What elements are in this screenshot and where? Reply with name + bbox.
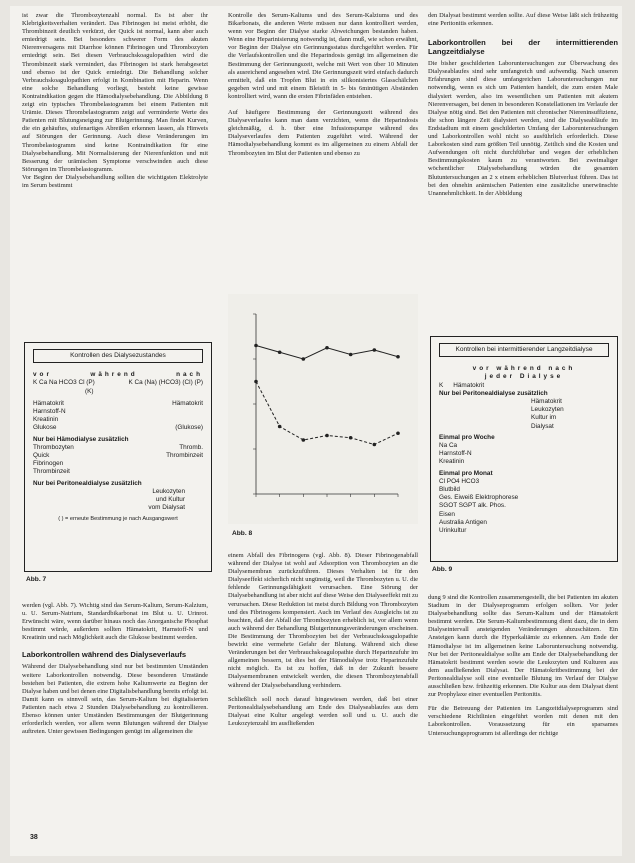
figure-9-box	[430, 336, 618, 562]
hemo-item: Thrombozyten	[33, 443, 74, 451]
box9-peri-item: Leukozyten	[531, 406, 564, 414]
paragraph-col1-after: werden (vgl. Abb. 7). Wichtig sind das Serum-Kalium, Serum-Kalzium, u. U. Serum-Natrium, Standardbikarbonat im Blut u. U. Urinrot. Erwünscht wäre, wenn darüber hinaus noch das Anorganische Phosphat bestimmt würde, außerdem sollten Hämatokrit, Harnstoff-N und Kreatinin und nach Möglichkeit auch die Glukose bestimmt werden.	[22, 602, 208, 642]
header-nach: nach	[176, 371, 203, 379]
data-point	[254, 344, 258, 348]
box9-k: K	[439, 381, 444, 389]
sub-left: K Ca Na HCO3 Cl (P)	[33, 379, 95, 387]
peri-item: und Kultur	[155, 496, 185, 504]
data-point	[349, 353, 353, 357]
column-3	[428, 12, 618, 198]
paragraph-col2-bottom: einem Abfall des Fibrinogens (vgl. Abb. 8). Dieser Fibrinogenabfall während der Dialyse ist wohl auf Adsorption von Thrombozyten an die Dialysemembran zurückzuführen. Dieses Verhalten ist für den Dialyseeffekt sicherlich nicht ungünstig, weil die Thrombozyten u. U. die fehlende Gerinnungsfähigkeit verursachen. Eine Störung der Dialysebehandlung ist aber nicht auf diese Weise den Dialyseeffekt mit zu verursachen. Diese Reduktion ist meist durch Bildung von Thrombozyten und des Fibrinogens kompensiert. Auch im Verlauf des Ausgleichs ist zu beachten, daß der Abfall der Thrombozyten erheblich ist, vor allem wenn auch während der Behandlung Blutgerinnungsveränderungen erscheinen. Die Bestimmung der Thrombozyten bei der Verbrauchskoagulopathie bewirkt eine vermehrte Gefahr der Blutung. Während sich diese Veränderungen bei der Verbrauchskoagulopathie durch Heparinzufuhr im allgemeinen bessern, ist dies bei der Hämodialyse trotz Heparinzufuhr nicht möglich. Es ist zu hoffen, daß in der Zukunft bessere Dialysemembranen entwickelt werden, die diesen Thrombozytenabfall während der Dialysebehandlung verhindern.	[228, 552, 418, 689]
hemo-heading: Nur bei Hämodialyse zusätzlich	[33, 435, 129, 443]
peri-item: Leukozyten	[152, 487, 185, 495]
data-point	[302, 357, 306, 361]
data-point	[396, 431, 400, 435]
box9-month-item: Ges. Eiweiß Elektrophorese	[439, 494, 519, 502]
hemo-item: Quick	[33, 452, 50, 460]
chart-svg	[228, 294, 418, 524]
figure-9-title: Kontrollen bei intermittierender Langzeitdialyse	[439, 343, 609, 357]
figure-9-caption: Abb. 9	[432, 566, 453, 573]
paragraph-col3-bottom2: Für die Betreuung der Patienten im Langzeitdialyseprogramm sind verschiedene Richtlinien eingeführt worden mit denen mit den Laborkontrollen. Voraussetzung für ein sparsames Untersuchungsprogramm ist allerdings der richtige	[428, 705, 618, 737]
document-page	[10, 6, 622, 856]
paragraph-col1-top: ist zwar die Thrombozytenzahl normal. Es ist aber ihr Klebrigkeitsverhalten verändert. Das Fibrinogen ist meist erhöht, die Thrombinzeit deutlich verkürzt, der Quick ist normal, kann aber auch erniedrigt sein. Bei besonders schwerer Form des akuten Nierenversagens mit Diarrhoe können Fibrinogen und Thrombozyten erniedrigt sein. Bei diesen Verbrauchskoagulopathien wird die Thrombinzeit stark vermindert, das Fibrinogen ist stark herabgesetzt und ebenso ist der Quick erniedrigt. Die Behandlung solcher Verbrauchskoagulopathien erfolgt in Kombination mit Heparin. Wenn eine solche Behandlung vorliegt, besteht keine gewisse Kontraindikation gegen die Hämodialysebehandlung. Die Abbildung 8 zeigt ein typisches Thrombelastogramm bei einem Patienten mit Urämie. Dieses Thrombelastogramm zeigt auf verminderte Werte des Patienten mit Blutungsneigung zur Blutgerinnung. Man findet Kurven, die ein gehäuftes, stufenartiges Abreißen erkennen lassen, als Hinweis auf Störungen der Gerinnung. Auch diese Veränderungen im Thrombelastogramm sind keine Kontraindikation für eine Dialysebehandlung. Mit Normalisierung der Nierenfunktion und mit Besserung der urämischen Symptome verschwinden auch diese Störungen im Thrombelastogramm.	[22, 12, 208, 173]
box9-peri-heading: Nur bei Peritonealdialyse zusätzlich	[439, 389, 548, 397]
box9-peri-item: Hämatokrit	[531, 398, 562, 406]
box9-month-heading: Einmal pro Monat	[439, 469, 493, 477]
data-point	[325, 434, 329, 438]
item-haematokrit-nach: Hämatokrit	[172, 399, 203, 407]
paragraph-col2-top: Kontrolle des Serum-Kaliums und des Serum-Kalziums und des Bikarbonats, die anderen Werte müssen nur dann kontrolliert werden, wenn vor Beginn der Dialyse starke Abweichungen bestanden haben. Wenn eine Heparinisierung notwendig ist, dann muß, wie schon erwähnt, vor Beginn der Dialyse ein Gerinnungsstatus durchgeführt werden. Für die Verlaufskontrollen und die Heparindosis genügt im allgemeinen die Bestimmung der Gerinnungszeit, welche mit Wert von über 10 Minuten als ausreichend angesehen wird. Die Gerinnungszeit wird einfach dadurch ermittelt, daß ein Tropfen Blut in ein silikonisiertes Glasschälchen gegeben wird und mit einem Bleistift in 5- bis 6minütigen Abständen kontrolliert wird, wann die ersten Fibrinfäden entstehen.	[228, 12, 418, 100]
data-point	[325, 346, 329, 350]
peri-heading: Nur bei Peritonealdialyse zusätzlich	[33, 479, 142, 487]
figure-8-caption: Abb. 8	[232, 530, 253, 537]
figure-7-title: Kontrollen des Dialysezustandes	[33, 349, 203, 363]
item-glukose-nach: (Glukose)	[175, 424, 203, 432]
column-3-bottom	[428, 594, 618, 738]
box9-week-heading: Einmal pro Woche	[439, 433, 495, 441]
peri-item: vom Dialysat	[148, 504, 185, 512]
box9-peri-item: Dialysat	[531, 422, 554, 430]
data-point	[278, 350, 282, 354]
box9-month-item: Eisen	[439, 510, 455, 518]
sub-mid: (K)	[85, 387, 94, 395]
item-kreatinin: Kreatinin	[33, 416, 59, 424]
box9-week-item: Na Ca	[439, 442, 458, 450]
box9-haematokrit: Hämatokrit	[453, 381, 485, 389]
hemo-right: Thromb.	[179, 443, 203, 451]
box9-header: vor während nach	[472, 365, 576, 373]
heading-dialyseverlauf: Laborkontrollen während des Dialyseverlaufs	[22, 650, 187, 660]
box9-week-item: Harnstoff-N	[439, 450, 472, 458]
footnote: ( ) = erneute Bestimmung je nach Ausgangswert	[58, 516, 178, 523]
data-point	[278, 425, 282, 429]
item-harnstoff: Harnstoff-N	[33, 408, 66, 416]
heading-langzeitdialyse: Laborkontrollen bei der intermittierenden Langzeitdialyse	[428, 38, 618, 57]
header-vor: vor	[33, 371, 52, 379]
box9-month-item: Blutbild	[439, 486, 460, 494]
item-glukose: Glukose	[33, 424, 57, 432]
item-haematokrit: Hämatokrit	[33, 399, 64, 407]
column-1-bottom	[22, 602, 208, 736]
figure-7-box	[24, 342, 212, 572]
box9-week-item: Kreatinin	[439, 458, 465, 466]
header-waehrend: während	[90, 371, 138, 379]
data-point	[373, 443, 377, 447]
paragraph-col1-top2: Vor Beginn der Dialysebehandlung sollten die wichtigsten Elektrolyte im Serum bestimmt	[22, 173, 208, 189]
column-2	[228, 12, 418, 158]
data-point	[302, 438, 306, 442]
paragraph-col3-top: den Dialysat bestimmt werden sollte. Auf diese Weise läßt sich frühzeitig eine Peritonitis erkennen.	[428, 12, 618, 28]
box9-month-item: Australia Antigen	[439, 518, 487, 526]
paragraph-col2-mid: Auf häufigere Bestimmung der Gerinnungszeit während des Dialyseverlaufes kann man dann verzichten, wenn die Heparindosis gleichmäßig, d. h. über eine Infusionspumpe während des Dialyseverlaufes dem Patienten zugeführt wird. Während der Hämodialysebehandlung kommt es im allgemeinen zu einem Abfall der Thrombozyten im Blut der Patienten und ebenso zu	[228, 109, 418, 157]
paragraph-col3-bottom: dung 9 sind die Kontrollen zusammengestellt, die bei Patienten im akuten Stadium in der Dialyseprogramm erfolgen sollten. Vor jeder Dialysebehandlung sollte das Serum-Kalium und der Hämatokrit bestimmt werden. Die Serum-Kaliumbestimmung dient dazu, die in dem Dialyseintervall ansteigenden Veränderungen abzuschätzen. Ein Ansteigen kann durch die Hyperkaliämie zu erkennen. Am Ende der Hämodialyse ist im allgemeinen keine Laboruntersuchung notwendig. Nur bei der Peritonealdialyse sollte am Ende der Dialysebehandlung der Hämatokrit bestimmt werden sowie die Leukozyten und Kulturen aus dem ausfließenden Dialysat. Der Hämatokritbestimmung bei der Peritonealdialyse soll eine eventuelle Blutung im Verlauf der Dialyse ausschließen bzw. frühzeitig erkennen. Die Kultur aus dem Dialysat dient zur Prophylaxe einer eventuellen Peritonitis.	[428, 594, 618, 699]
box9-subheader: jeder Dialyse	[484, 373, 564, 381]
page-number: 38	[30, 834, 38, 841]
box9-month-item: Cl PO4 HCO3	[439, 477, 480, 485]
figure-8	[228, 294, 418, 524]
sub-right: K Ca (Na) (HCO3) (Cl) (P)	[128, 379, 203, 387]
paragraph-col2-bottom2: Schließlich soll noch darauf hingewiesen werden, daß bei einer Peritonealdialysebehandlung am Ende des Dialyseablaufes aus dem Dialysat eine Kultur angelegt werden soll und u. U. auch die Leukozytenzahl im ausfließenden	[228, 695, 418, 727]
data-point	[396, 355, 400, 359]
data-point	[373, 348, 377, 352]
column-1	[22, 12, 208, 190]
box9-peri-item: Kultur im	[531, 414, 557, 422]
hemo-item: Fibrinogen	[33, 460, 64, 468]
box9-month-item: Urinkultur	[439, 527, 467, 535]
paragraph-col1-bottom: Während der Dialysebehandlung sind nur bei bestimmten Umständen weitere Laborkontrollen notwendig. Diese besonderen Umstände bestehen bei Patienten, die extrem hohe Kaliumwerte zu Beginn der Dialyse haben und bei denen eine Digitalisbehandlung bereits erfolgt ist. Damit kann es sinnvoll sein, das Serum-Kalium bei digitalisierten Patienten nach etwa 2 Stunden Dialysebehandlung zu kontrollieren. Ebenso können unter Umständen Bestimmungen der Blutgerinnung erforderlich werden, vor allem wenn Blutungen während der Dialyse auftreten. Unter gewissen Bedingungen genügt im allgemeinen die	[22, 663, 208, 736]
data-point	[254, 380, 258, 384]
box9-month-item: SGOT SGPT alk. Phos.	[439, 502, 506, 510]
hemo-item: Thrombinzeit	[33, 468, 70, 476]
column-2-bottom	[228, 552, 418, 728]
paragraph-col3-text: Die bisher geschilderten Laboruntersuchungen zur Überwachung des Dialyseablaufes sind sehr umfangreich und aufwendig. Nach unseren Erfahrungen sind diese umfangreichen Laboruntersuchungen nur notwendig, wenn es sich um Patienten handelt, die zum ersten Male dialysiert werden, also im wesentlichen um Patienten mit akutem Nierenversagen, bei denen in besonderen Konstellationen im Verlaufe der Dialyse nötig sind. Bei den Patienten mit chronischer Niereninsuffizienz, die schon längere Zeit dialysiert werden, sind die Dialyseabläufe im Endstadium mit einem geschilderten Umfang der Laboruntersuchungen und Laborkontrollen wohl nicht so ausführlich erforderlich. Diese Laborkosten sind zum größten Teil unnötig. Zeitlich sind die Kosten und Aufwendungen oft nicht durchführbar und wegen der erheblichen Bestimmungskosten kaum zu verantworten. Bei zweimaliger wöchentlicher Dialysebehandlung würden die gesamten Blutuntersuchungen an 2 x einem erheblichen Blutverlust führen. Das ist bei den ohnehin anämischen Patienten eine zusätzliche unerwünschte Unannehmlichkeit. In der Abbildung	[428, 60, 618, 197]
hemo-right: Thrombinzeit	[166, 452, 203, 460]
data-point	[349, 436, 353, 440]
figure-7-caption: Abb. 7	[26, 576, 47, 583]
